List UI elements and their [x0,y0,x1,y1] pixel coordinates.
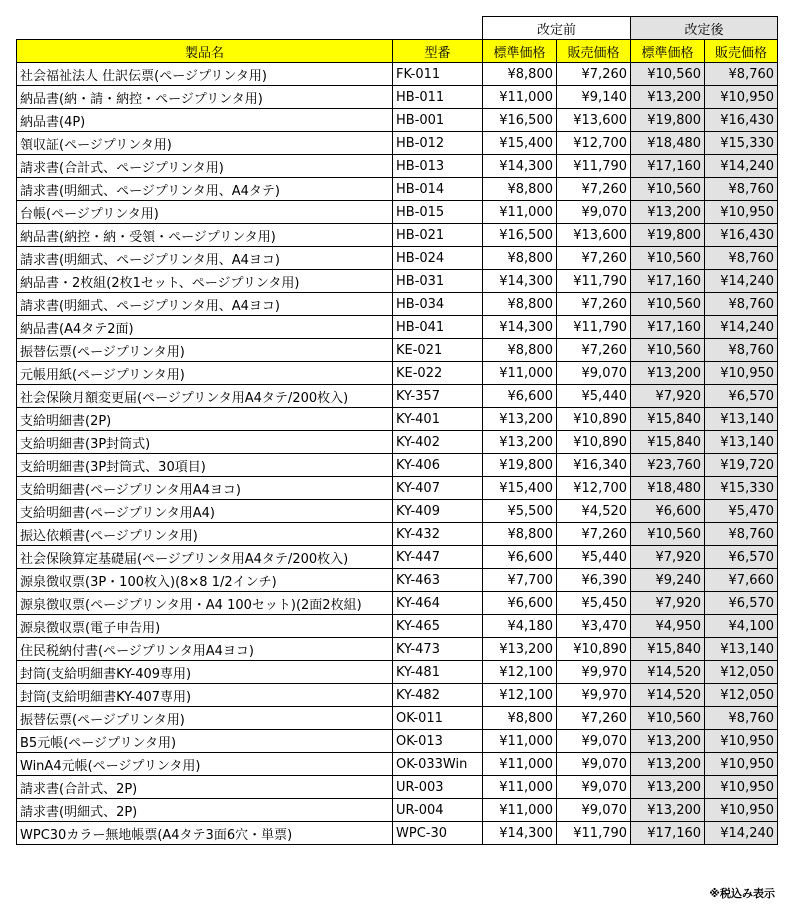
before-sale-price-cell: ¥7,260 [557,293,631,316]
after-standard-price-cell: ¥13,200 [631,362,705,385]
after-sale-price-cell: ¥8,760 [705,339,778,362]
table-row [17,270,778,293]
table-row [17,776,778,799]
header-before-sale-price: 販売価格 [557,40,631,63]
product-name-cell: 振替伝票(ページプリンタ用) [17,707,393,730]
product-name-cell: 源泉徴収票(電子申告用) [17,615,393,638]
after-sale-price-cell: ¥6,570 [705,385,778,408]
table-row [17,201,778,224]
after-sale-price-cell: ¥14,240 [705,155,778,178]
product-name-cell: 支給明細書(ページプリンタ用A4ヨコ) [17,477,393,500]
after-standard-price-cell: ¥9,240 [631,569,705,592]
product-name-cell: WPC30カラー無地帳票(A4タテ3面6穴・単票) [17,822,393,845]
table-row [17,799,778,822]
group-before-label: 改定前 [483,17,631,40]
after-sale-price-cell: ¥15,330 [705,132,778,155]
table-row [17,86,778,109]
before-sale-price-cell: ¥9,070 [557,201,631,224]
before-standard-price-cell: ¥11,000 [483,753,557,776]
before-standard-price-cell: ¥15,400 [483,132,557,155]
model-code-cell: KY-407 [393,477,483,500]
header-model-code: 型番 [393,40,483,63]
after-standard-price-cell: ¥7,920 [631,546,705,569]
before-standard-price-cell: ¥8,800 [483,707,557,730]
before-standard-price-cell: ¥13,200 [483,638,557,661]
table-row [17,730,778,753]
model-code-cell: HB-021 [393,224,483,247]
after-standard-price-cell: ¥15,840 [631,408,705,431]
after-standard-price-cell: ¥10,560 [631,523,705,546]
model-code-cell: KY-402 [393,431,483,454]
after-sale-price-cell: ¥10,950 [705,776,778,799]
after-standard-price-cell: ¥7,920 [631,592,705,615]
table-row [17,822,778,845]
model-code-cell: UR-003 [393,776,483,799]
table-row [17,546,778,569]
before-standard-price-cell: ¥8,800 [483,178,557,201]
after-sale-price-cell: ¥16,430 [705,109,778,132]
model-code-cell: KE-022 [393,362,483,385]
product-name-cell: 源泉徴収票(ページプリンタ用・A4 100セット)(2面2枚組) [17,592,393,615]
after-sale-price-cell: ¥8,760 [705,63,778,86]
before-sale-price-cell: ¥16,340 [557,454,631,477]
after-standard-price-cell: ¥4,950 [631,615,705,638]
after-sale-price-cell: ¥6,570 [705,546,778,569]
after-sale-price-cell: ¥8,760 [705,293,778,316]
after-sale-price-cell: ¥10,950 [705,201,778,224]
before-standard-price-cell: ¥8,800 [483,339,557,362]
before-standard-price-cell: ¥6,600 [483,385,557,408]
table-row [17,293,778,316]
model-code-cell: KY-409 [393,500,483,523]
before-sale-price-cell: ¥9,070 [557,799,631,822]
product-name-cell: 納品書(納・請・納控・ページプリンタ用) [17,86,393,109]
before-standard-price-cell: ¥14,300 [483,316,557,339]
product-name-cell: 領収証(ページプリンタ用) [17,132,393,155]
after-sale-price-cell: ¥8,760 [705,707,778,730]
model-code-cell: HB-014 [393,178,483,201]
after-standard-price-cell: ¥13,200 [631,86,705,109]
before-standard-price-cell: ¥13,200 [483,431,557,454]
table-row [17,109,778,132]
after-standard-price-cell: ¥15,840 [631,431,705,454]
table-row [17,684,778,707]
product-name-cell: 納品書(A4タテ2面) [17,316,393,339]
model-code-cell: HB-001 [393,109,483,132]
after-sale-price-cell: ¥6,570 [705,592,778,615]
after-sale-price-cell: ¥13,140 [705,431,778,454]
table-row [17,155,778,178]
after-sale-price-cell: ¥10,950 [705,799,778,822]
header-before-standard-price: 標準価格 [483,40,557,63]
after-sale-price-cell: ¥12,050 [705,684,778,707]
table-row [17,362,778,385]
before-sale-price-cell: ¥5,440 [557,546,631,569]
model-code-cell: FK-011 [393,63,483,86]
after-standard-price-cell: ¥10,560 [631,339,705,362]
before-standard-price-cell: ¥11,000 [483,730,557,753]
after-standard-price-cell: ¥10,560 [631,178,705,201]
group-after-label: 改定後 [631,17,778,40]
model-code-cell: KY-463 [393,569,483,592]
before-sale-price-cell: ¥11,790 [557,155,631,178]
before-standard-price-cell: ¥15,400 [483,477,557,500]
before-sale-price-cell: ¥7,260 [557,523,631,546]
before-sale-price-cell: ¥10,890 [557,408,631,431]
after-standard-price-cell: ¥6,600 [631,500,705,523]
after-standard-price-cell: ¥17,160 [631,270,705,293]
product-name-cell: 請求書(明細式、ページプリンタ用、A4タテ) [17,178,393,201]
after-sale-price-cell: ¥10,950 [705,86,778,109]
product-name-cell: 請求書(合計式、ページプリンタ用) [17,155,393,178]
before-sale-price-cell: ¥7,260 [557,339,631,362]
before-standard-price-cell: ¥12,100 [483,661,557,684]
after-standard-price-cell: ¥14,520 [631,661,705,684]
model-code-cell: KY-482 [393,684,483,707]
model-code-cell: HB-034 [393,293,483,316]
after-sale-price-cell: ¥15,330 [705,477,778,500]
tax-included-note: ※税込み表示 [709,887,775,900]
before-sale-price-cell: ¥9,970 [557,684,631,707]
after-standard-price-cell: ¥13,200 [631,201,705,224]
model-code-cell: OK-013 [393,730,483,753]
before-sale-price-cell: ¥9,070 [557,362,631,385]
after-sale-price-cell: ¥14,240 [705,270,778,293]
after-standard-price-cell: ¥7,920 [631,385,705,408]
before-sale-price-cell: ¥10,890 [557,638,631,661]
price-table-body [17,63,778,845]
product-name-cell: 納品書(納控・納・受領・ページプリンタ用) [17,224,393,247]
product-name-cell: 源泉徴収票(3P・100枚入)(8×8 1/2インチ) [17,569,393,592]
product-name-cell: B5元帳(ページプリンタ用) [17,730,393,753]
table-row [17,615,778,638]
table-row [17,178,778,201]
after-sale-price-cell: ¥10,950 [705,753,778,776]
before-sale-price-cell: ¥7,260 [557,247,631,270]
product-name-cell: 支給明細書(2P) [17,408,393,431]
before-standard-price-cell: ¥11,000 [483,799,557,822]
before-standard-price-cell: ¥14,300 [483,822,557,845]
model-code-cell: HB-013 [393,155,483,178]
table-row [17,408,778,431]
after-standard-price-cell: ¥15,840 [631,638,705,661]
before-sale-price-cell: ¥4,520 [557,500,631,523]
after-standard-price-cell: ¥17,160 [631,316,705,339]
price-table [16,16,778,845]
model-code-cell: KY-481 [393,661,483,684]
before-sale-price-cell: ¥3,470 [557,615,631,638]
before-standard-price-cell: ¥8,800 [483,523,557,546]
table-row [17,569,778,592]
after-standard-price-cell: ¥13,200 [631,799,705,822]
product-name-cell: 請求書(合計式、2P) [17,776,393,799]
before-standard-price-cell: ¥14,300 [483,270,557,293]
table-row [17,247,778,270]
before-standard-price-cell: ¥16,500 [483,224,557,247]
after-standard-price-cell: ¥18,480 [631,477,705,500]
before-sale-price-cell: ¥7,260 [557,707,631,730]
before-standard-price-cell: ¥12,100 [483,684,557,707]
model-code-cell: HB-015 [393,201,483,224]
product-name-cell: 台帳(ページプリンタ用) [17,201,393,224]
table-row [17,385,778,408]
product-name-cell: WinA4元帳(ページプリンタ用) [17,753,393,776]
after-sale-price-cell: ¥13,140 [705,408,778,431]
after-sale-price-cell: ¥10,950 [705,362,778,385]
before-sale-price-cell: ¥5,440 [557,385,631,408]
before-sale-price-cell: ¥11,790 [557,822,631,845]
after-standard-price-cell: ¥13,200 [631,753,705,776]
before-sale-price-cell: ¥5,450 [557,592,631,615]
before-sale-price-cell: ¥9,140 [557,86,631,109]
before-standard-price-cell: ¥4,180 [483,615,557,638]
before-standard-price-cell: ¥6,600 [483,592,557,615]
before-sale-price-cell: ¥7,260 [557,178,631,201]
before-sale-price-cell: ¥9,070 [557,753,631,776]
table-row [17,224,778,247]
before-standard-price-cell: ¥19,800 [483,454,557,477]
model-code-cell: KY-473 [393,638,483,661]
model-code-cell: HB-041 [393,316,483,339]
before-sale-price-cell: ¥9,970 [557,661,631,684]
table-row [17,661,778,684]
after-sale-price-cell: ¥4,100 [705,615,778,638]
model-code-cell: HB-024 [393,247,483,270]
header-after-sale-price: 販売価格 [705,40,778,63]
after-standard-price-cell: ¥10,560 [631,247,705,270]
table-row [17,316,778,339]
after-sale-price-cell: ¥12,050 [705,661,778,684]
after-sale-price-cell: ¥5,470 [705,500,778,523]
table-row [17,753,778,776]
table-row [17,477,778,500]
before-sale-price-cell: ¥6,390 [557,569,631,592]
after-sale-price-cell: ¥16,430 [705,224,778,247]
before-standard-price-cell: ¥8,800 [483,63,557,86]
after-standard-price-cell: ¥17,160 [631,155,705,178]
before-standard-price-cell: ¥8,800 [483,293,557,316]
after-sale-price-cell: ¥14,240 [705,316,778,339]
product-name-cell: 納品書(4P) [17,109,393,132]
before-sale-price-cell: ¥11,790 [557,270,631,293]
model-code-cell: HB-012 [393,132,483,155]
table-row [17,523,778,546]
model-code-cell: UR-004 [393,799,483,822]
product-name-cell: 支給明細書(ページプリンタ用A4) [17,500,393,523]
model-code-cell: KY-447 [393,546,483,569]
after-standard-price-cell: ¥14,520 [631,684,705,707]
before-sale-price-cell: ¥7,260 [557,63,631,86]
before-standard-price-cell: ¥11,000 [483,362,557,385]
before-sale-price-cell: ¥13,600 [557,224,631,247]
model-code-cell: KY-465 [393,615,483,638]
after-standard-price-cell: ¥10,560 [631,63,705,86]
table-row [17,592,778,615]
model-code-cell: HB-031 [393,270,483,293]
after-standard-price-cell: ¥13,200 [631,776,705,799]
before-standard-price-cell: ¥7,700 [483,569,557,592]
before-standard-price-cell: ¥14,300 [483,155,557,178]
after-sale-price-cell: ¥7,660 [705,569,778,592]
model-code-cell: OK-033Win [393,753,483,776]
after-standard-price-cell: ¥19,800 [631,109,705,132]
before-standard-price-cell: ¥16,500 [483,109,557,132]
after-standard-price-cell: ¥17,160 [631,822,705,845]
model-code-cell: KY-357 [393,385,483,408]
header-product-name: 製品名 [17,40,393,63]
model-code-cell: KE-021 [393,339,483,362]
before-sale-price-cell: ¥9,070 [557,776,631,799]
model-code-cell: OK-011 [393,707,483,730]
table-row [17,132,778,155]
before-sale-price-cell: ¥12,700 [557,132,631,155]
table-row [17,500,778,523]
product-name-cell: 社会保険月額変更届(ページプリンタ用A4タテ/200枚入) [17,385,393,408]
group-header-row [17,17,778,40]
product-name-cell: 支給明細書(3P封筒式、30項目) [17,454,393,477]
before-standard-price-cell: ¥13,200 [483,408,557,431]
after-sale-price-cell: ¥19,720 [705,454,778,477]
table-row [17,63,778,86]
product-name-cell: 社会福祉法人 仕訳伝票(ページプリンタ用) [17,63,393,86]
table-row [17,431,778,454]
after-standard-price-cell: ¥18,480 [631,132,705,155]
table-row [17,638,778,661]
after-standard-price-cell: ¥10,560 [631,293,705,316]
model-code-cell: KY-401 [393,408,483,431]
before-standard-price-cell: ¥11,000 [483,776,557,799]
after-sale-price-cell: ¥8,760 [705,178,778,201]
model-code-cell: KY-464 [393,592,483,615]
product-name-cell: 封筒(支給明細書KY-407専用) [17,684,393,707]
product-name-cell: 封筒(支給明細書KY-409専用) [17,661,393,684]
after-sale-price-cell: ¥8,760 [705,247,778,270]
table-row [17,339,778,362]
after-standard-price-cell: ¥19,800 [631,224,705,247]
column-header-row [17,40,778,63]
before-sale-price-cell: ¥11,790 [557,316,631,339]
before-standard-price-cell: ¥8,800 [483,247,557,270]
product-name-cell: 請求書(明細式、ページプリンタ用、A4ヨコ) [17,247,393,270]
before-sale-price-cell: ¥12,700 [557,477,631,500]
product-name-cell: 納品書・2枚組(2枚1セット、ページプリンタ用) [17,270,393,293]
before-standard-price-cell: ¥11,000 [483,86,557,109]
product-name-cell: 住民税納付書(ページプリンタ用A4ヨコ) [17,638,393,661]
after-sale-price-cell: ¥8,760 [705,523,778,546]
before-standard-price-cell: ¥5,500 [483,500,557,523]
after-standard-price-cell: ¥10,560 [631,707,705,730]
after-sale-price-cell: ¥14,240 [705,822,778,845]
product-name-cell: 振替伝票(ページプリンタ用) [17,339,393,362]
after-standard-price-cell: ¥13,200 [631,730,705,753]
model-code-cell: KY-432 [393,523,483,546]
after-standard-price-cell: ¥23,760 [631,454,705,477]
before-sale-price-cell: ¥9,070 [557,730,631,753]
model-code-cell: KY-406 [393,454,483,477]
product-name-cell: 請求書(明細式、2P) [17,799,393,822]
table-row [17,454,778,477]
after-sale-price-cell: ¥10,950 [705,730,778,753]
before-standard-price-cell: ¥11,000 [483,201,557,224]
before-sale-price-cell: ¥13,600 [557,109,631,132]
product-name-cell: 支給明細書(3P封筒式) [17,431,393,454]
before-standard-price-cell: ¥6,600 [483,546,557,569]
model-code-cell: WPC-30 [393,822,483,845]
before-sale-price-cell: ¥10,890 [557,431,631,454]
after-sale-price-cell: ¥13,140 [705,638,778,661]
product-name-cell: 元帳用紙(ページプリンタ用) [17,362,393,385]
header-after-standard-price: 標準価格 [631,40,705,63]
product-name-cell: 振込依頼書(ページプリンタ用) [17,523,393,546]
product-name-cell: 請求書(明細式、ページプリンタ用、A4ヨコ) [17,293,393,316]
table-row [17,707,778,730]
product-name-cell: 社会保険算定基礎届(ページプリンタ用A4タテ/200枚入) [17,546,393,569]
model-code-cell: HB-011 [393,86,483,109]
